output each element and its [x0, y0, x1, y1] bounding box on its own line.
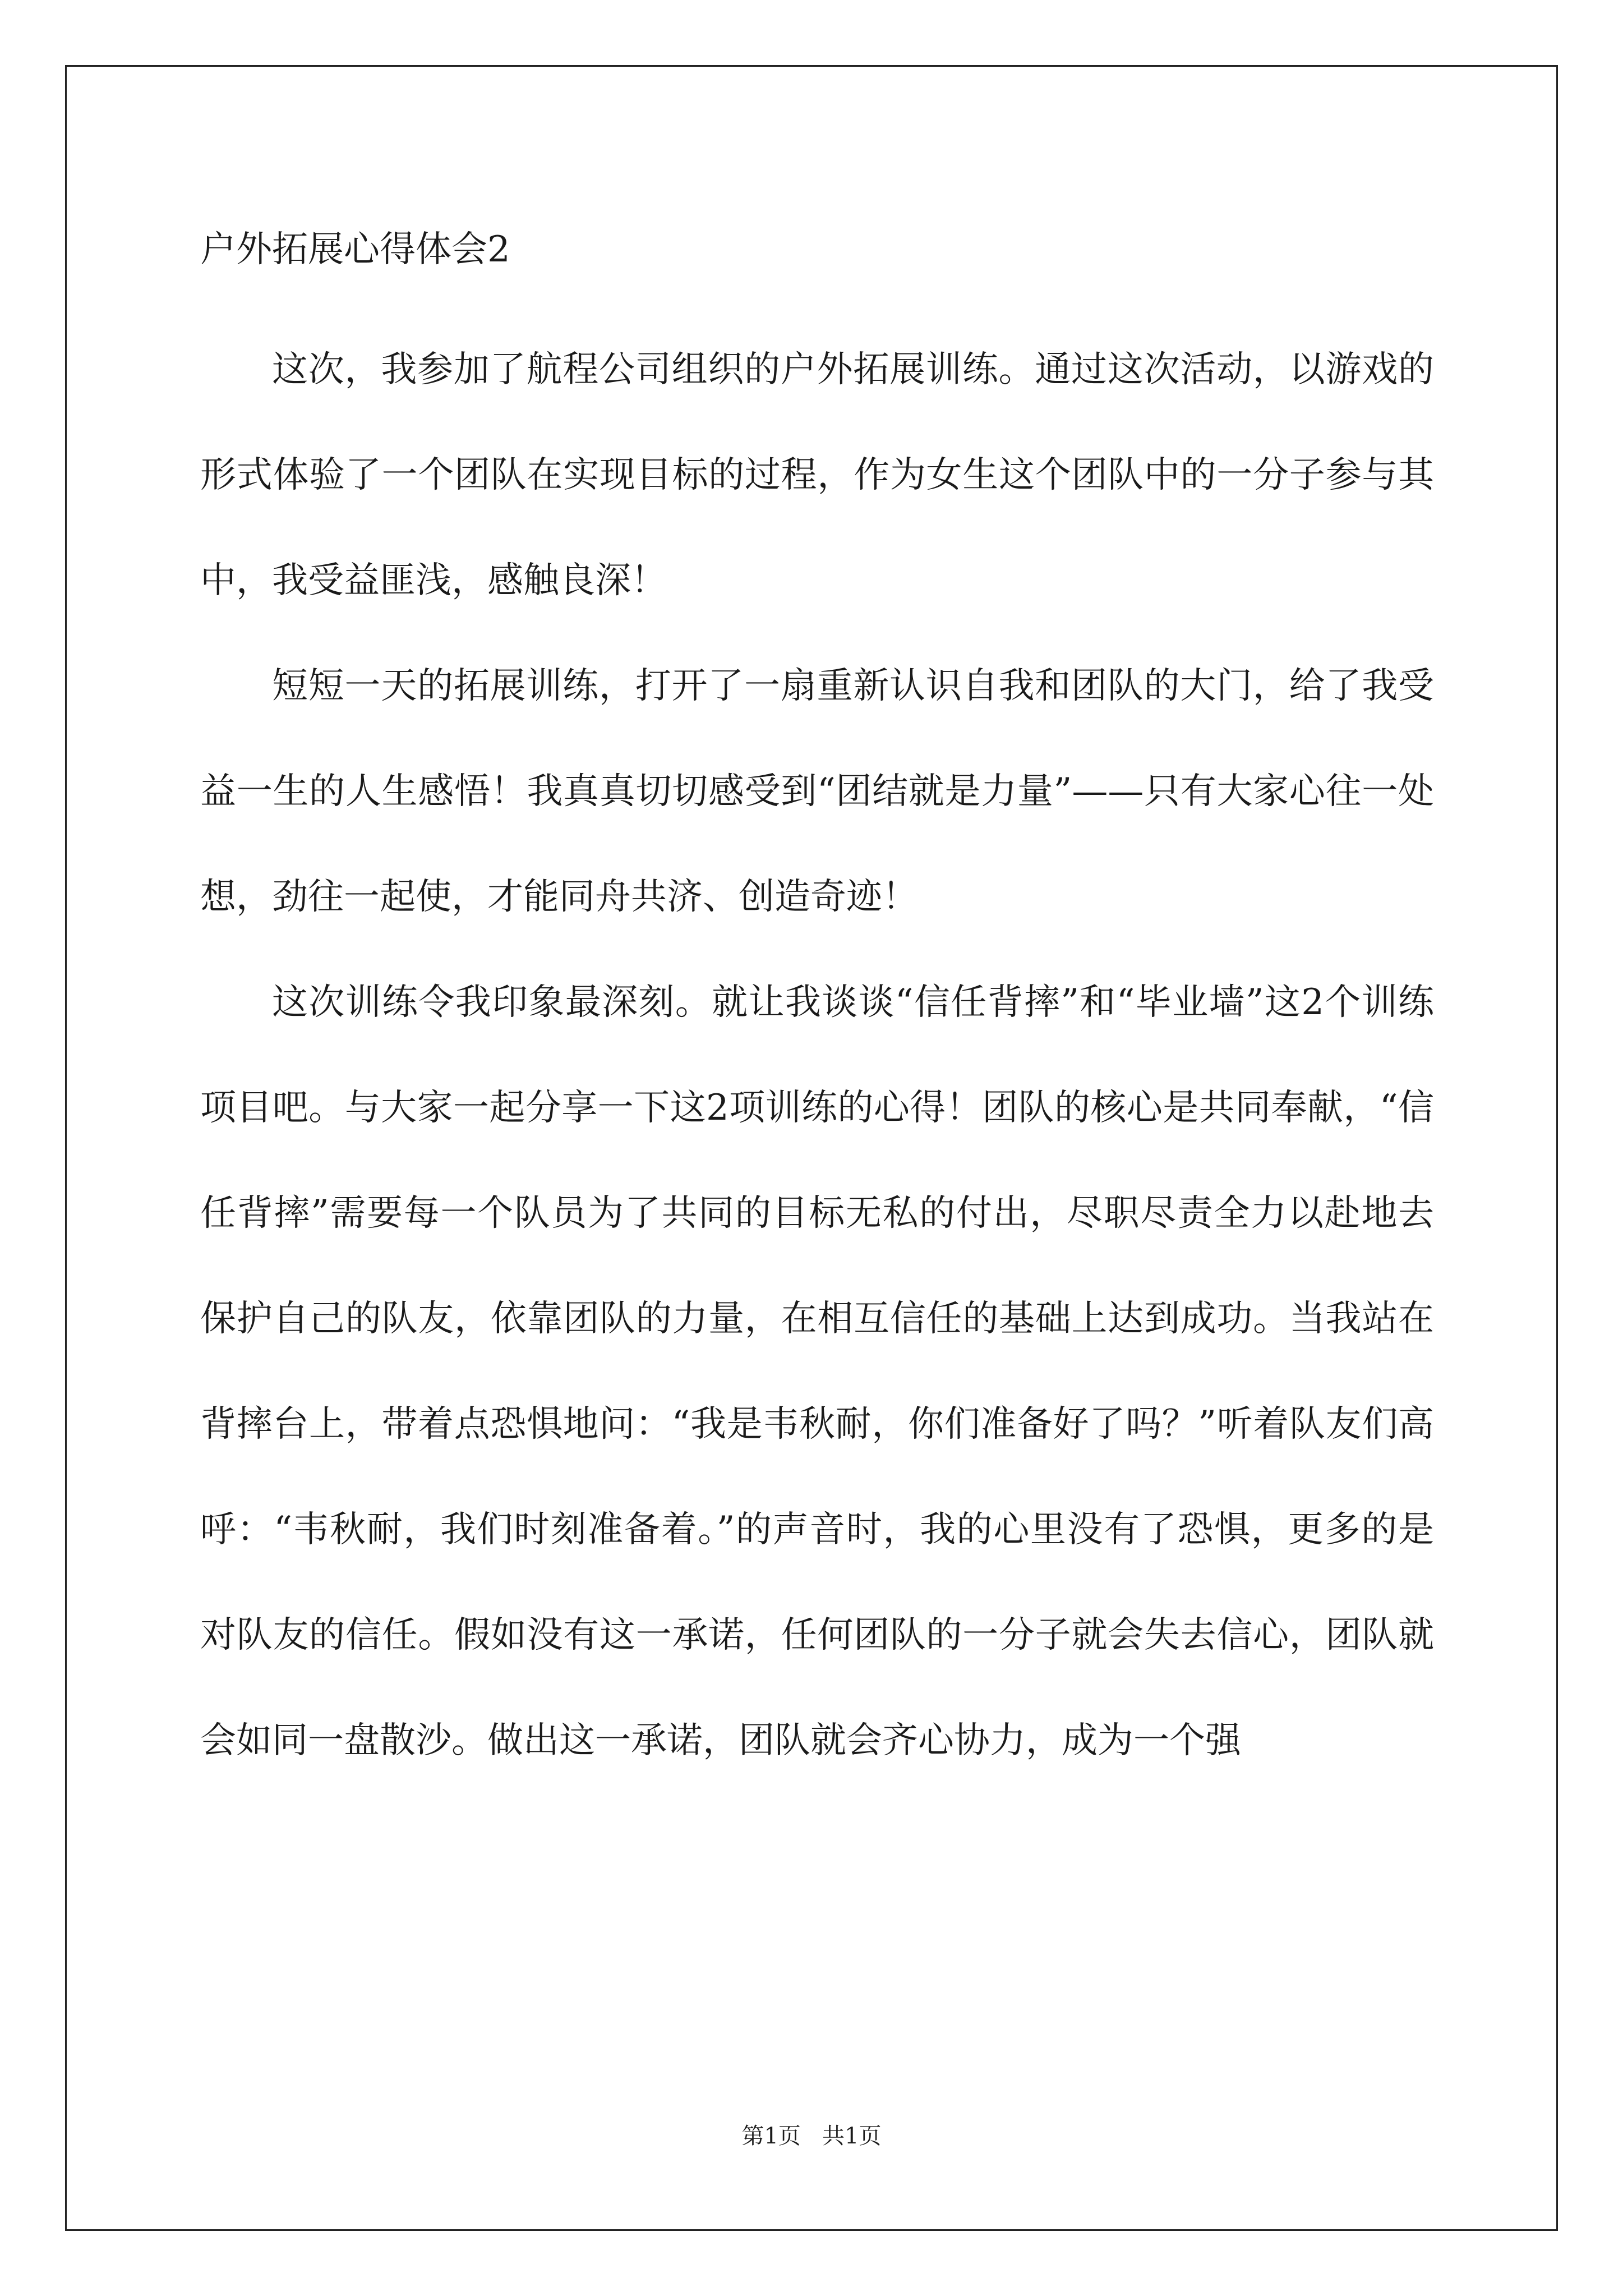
- paragraph-1: 这次，我参加了航程公司组织的户外拓展训练。通过这次活动，以游戏的形式体验了一个团队在实现目标的过程，作为女生这个团队中的一分子参与其中，我受益匪浅，感触良深！: [200, 349, 1434, 601]
- page-number-footer: 第1页 共1页: [741, 2123, 882, 2149]
- paragraph-2: 短短一天的拓展训练，打开了一扇重新认识自我和团队的大门，给了我受益一生的人生感悟！我真真切切感受到“团结就是力量”——只有大家心往一处想，劲往一起使，才能同舟共济、创造奇迹！: [200, 665, 1434, 918]
- document-body: [200, 317, 1434, 1793]
- document-title: 户外拓展心得体会2: [200, 229, 510, 270]
- paragraph-3: 这次训练令我印象最深刻。就让我谈谈“信任背摔”和“毕业墙”这2个训练项目吧。与大家一起分享一下这2项训练的心得！团队的核心是共同奉献，“信任背摔”需要每一个队员为了共同的目标无私的付出，尽职尽责全力以赴地去保护自己的队友，依靠团队的力量，在相互信任的基础上达到成功。当我站在背摔台上，带着点恐惧地问：“我是韦秋耐，你们准备好了吗？”听着队友们高呼：“韦秋耐，我们时刻准备着。”的声音时，我的心里没有了恐惧，更多的是对队友的信任。假如没有这一承诺，任何团队的一分子就会失去信心，团队就会如同一盘散沙。做出这一承诺，团队就会齐心协力，成为一个强: [200, 982, 1434, 1761]
